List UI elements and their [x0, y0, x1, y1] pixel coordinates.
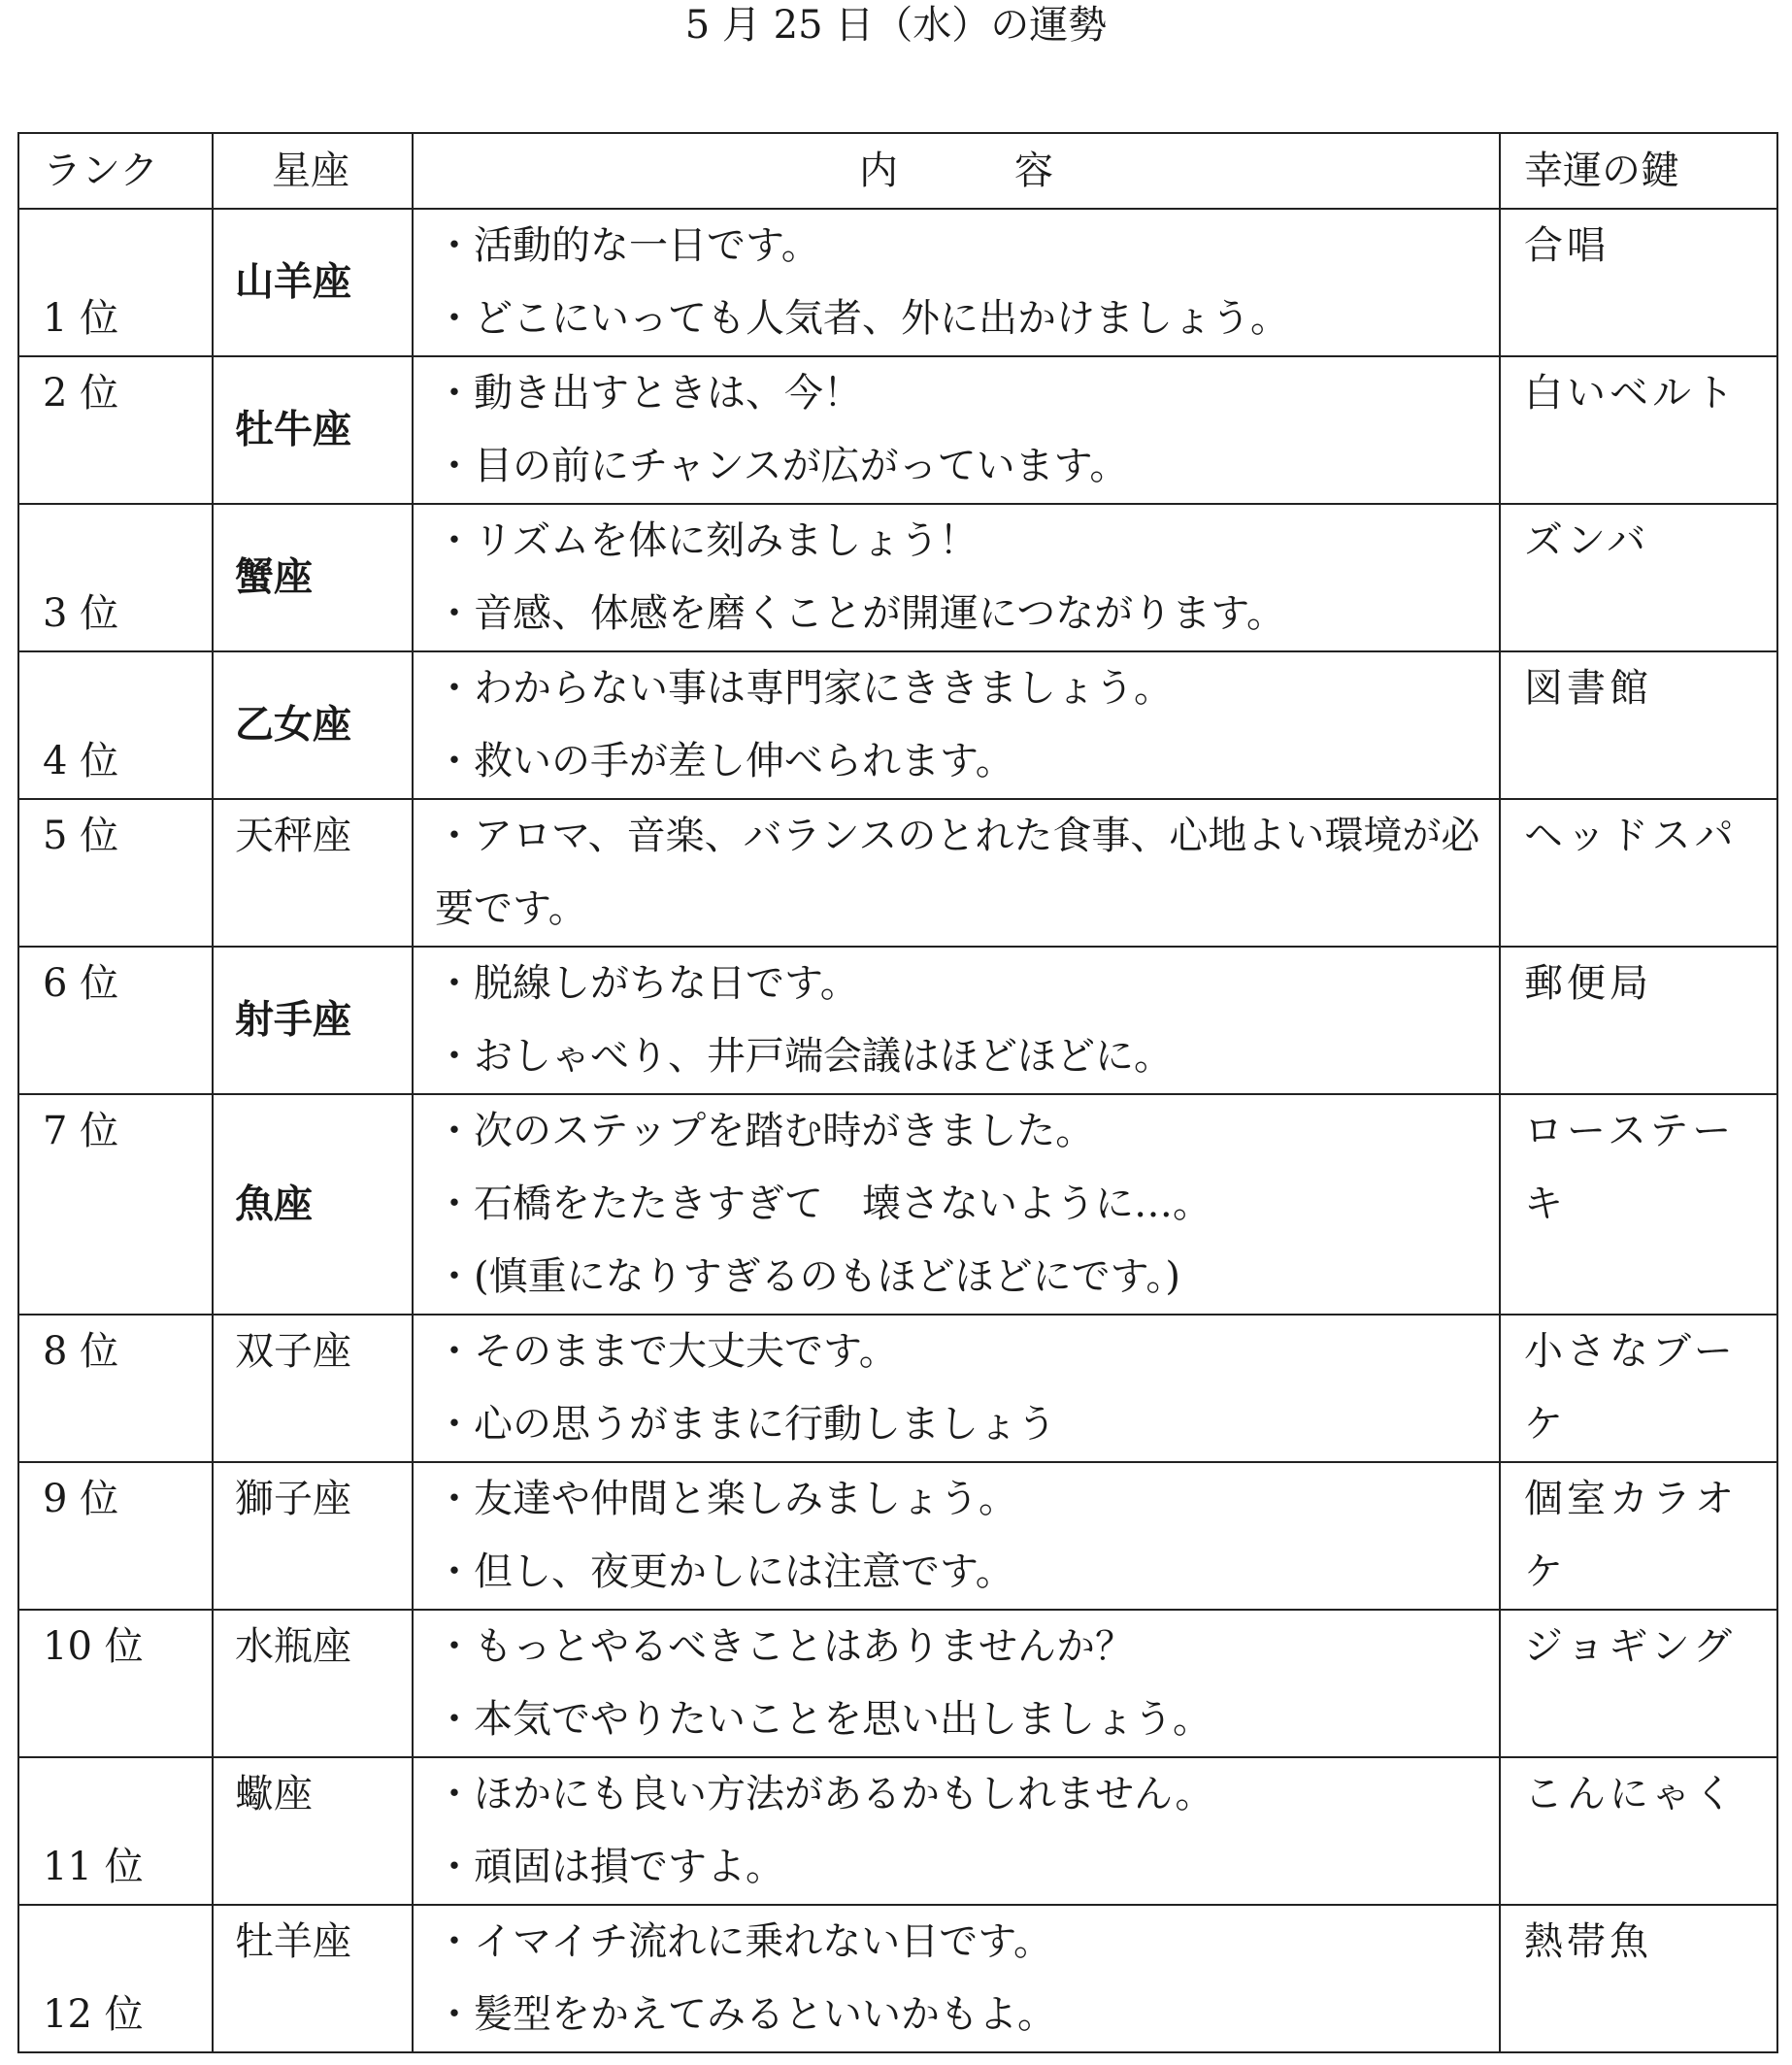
key-cell	[1500, 651, 1777, 799]
key-cell	[1500, 1462, 1777, 1610]
rank-cell	[18, 1315, 213, 1462]
content-line: ・髪型をかえてみるといいかもよ。	[435, 1992, 1056, 2037]
content-line: ・もっとやるべきことはありませんか？	[435, 1624, 1134, 1669]
content-line: ・わからない事は専門家にききましょう。	[435, 666, 1173, 711]
lucky-key: ローステーキ	[1524, 1109, 1736, 1226]
content-cell	[413, 1094, 1500, 1315]
sign-cell	[213, 947, 413, 1094]
content-line: ・アロマ、音楽、バランスのとれた食事、心地よい環境が必要です。	[435, 814, 1480, 931]
table-row	[18, 1462, 1777, 1610]
content-cell	[413, 799, 1500, 947]
rank-label: 1 位	[43, 296, 119, 341]
lucky-key: 図書館	[1524, 666, 1652, 711]
content-cell	[413, 504, 1500, 651]
key-cell	[1500, 947, 1777, 1094]
sign-cell	[213, 1757, 413, 1905]
content-line: ・イマイチ流れに乗れない日です。	[435, 1919, 1052, 1964]
sign-label: 射手座	[235, 997, 351, 1043]
key-cell	[1500, 356, 1777, 504]
header-lucky-key: 幸運の鍵	[1500, 133, 1777, 209]
content-line: ・但し、夜更かしには注意です。	[435, 1549, 1014, 1594]
table-row	[18, 1094, 1777, 1315]
content-cell	[413, 356, 1500, 504]
table-row	[18, 1315, 1777, 1462]
sign-label: 牡牛座	[235, 407, 351, 452]
lucky-key: ズンバ	[1524, 518, 1650, 563]
table-row	[18, 651, 1777, 799]
lucky-key: 小さなブーケ	[1524, 1329, 1737, 1447]
fortune-table	[17, 132, 1778, 2053]
content-line: ・本気でやりたいことを思い出しましょう。	[435, 1697, 1211, 1742]
content-line: ・活動的な一日です。	[435, 223, 820, 268]
sign-cell	[213, 1610, 413, 1757]
lucky-key: 熱帯魚	[1524, 1919, 1652, 1964]
lucky-key: ジョギング	[1524, 1624, 1736, 1669]
rank-cell	[18, 1757, 213, 1905]
key-cell	[1500, 504, 1777, 651]
content-line: ・どこにいっても人気者、外に出かけましょう。	[435, 296, 1289, 341]
rank-label: 5 位	[43, 814, 119, 858]
rank-cell	[18, 1905, 213, 2052]
rank-label: 12 位	[43, 1992, 144, 2037]
content-cell	[413, 1905, 1500, 2052]
sign-label: 魚座	[235, 1182, 313, 1226]
rank-label: 11 位	[43, 1845, 144, 1889]
content-cell	[413, 1757, 1500, 1905]
sign-label: 水瓶座	[235, 1624, 351, 1669]
rank-label: 2 位	[43, 371, 119, 416]
sign-cell	[213, 504, 413, 651]
key-cell	[1500, 1905, 1777, 2052]
sign-label: 獅子座	[235, 1477, 351, 1521]
table-row	[18, 356, 1777, 504]
content-line: ・そのままで大丈夫です。	[435, 1329, 898, 1374]
content-line: ・目の前にチャンスが広がっています。	[435, 444, 1129, 488]
sign-cell	[213, 799, 413, 947]
key-cell	[1500, 1757, 1777, 1905]
content-line: ・友達や仲間と楽しみましょう。	[435, 1477, 1017, 1521]
rank-label: 10 位	[43, 1624, 144, 1669]
content-line: ・脱線しがちな日です。	[435, 961, 859, 1006]
table-row	[18, 209, 1777, 356]
content-cell	[413, 209, 1500, 356]
header-content: 内 容	[413, 133, 1500, 209]
sign-label: 双子座	[235, 1329, 351, 1374]
content-line: ・次のステップを踏む時がきました。	[435, 1109, 1095, 1153]
sign-cell	[213, 356, 413, 504]
content-line: ・救いの手が差し伸べられます。	[435, 739, 1014, 783]
lucky-key: 郵便局	[1524, 961, 1652, 1006]
content-line: ・おしゃべり、井戸端会議はほどほどに。	[435, 1034, 1173, 1079]
table-row	[18, 1905, 1777, 2052]
content-line: ・音感、体感を磨くことが開運につながります。	[435, 591, 1285, 636]
table-row	[18, 799, 1777, 947]
rank-cell	[18, 356, 213, 504]
table-row	[18, 504, 1777, 651]
table-header-row	[18, 133, 1777, 209]
key-cell	[1500, 1315, 1777, 1462]
sign-cell	[213, 651, 413, 799]
rank-cell	[18, 947, 213, 1094]
sign-cell	[213, 1905, 413, 2052]
content-cell	[413, 651, 1500, 799]
lucky-key: ヘッドスパ	[1524, 814, 1738, 858]
rank-cell	[18, 504, 213, 651]
content-cell	[413, 1315, 1500, 1462]
content-line: ・リズムを体に刻みましょう！	[435, 518, 979, 563]
rank-cell	[18, 1094, 213, 1315]
key-cell	[1500, 1094, 1777, 1315]
rank-label: 7 位	[43, 1109, 119, 1153]
content-cell	[413, 1462, 1500, 1610]
table-row	[18, 947, 1777, 1094]
content-line: ・ほかにも良い方法があるかもしれません。	[435, 1772, 1214, 1816]
lucky-key: 個室カラオケ	[1524, 1477, 1738, 1594]
sign-label: 蠍座	[235, 1772, 313, 1816]
content-cell	[413, 1610, 1500, 1757]
content-line: ・(慎重になりすぎるのもほどほどにです。)	[435, 1254, 1181, 1299]
sign-cell	[213, 1315, 413, 1462]
rank-label: 6 位	[43, 961, 119, 1006]
lucky-key: 白いベルト	[1524, 371, 1738, 416]
key-cell	[1500, 1610, 1777, 1757]
rank-label: 4 位	[43, 739, 119, 783]
rank-label: 8 位	[43, 1329, 119, 1374]
content-line: ・心の思うがままに行動しましょう	[435, 1402, 1056, 1447]
rank-cell	[18, 1610, 213, 1757]
rank-label: 9 位	[43, 1477, 119, 1521]
sign-label: 蟹座	[235, 554, 313, 600]
header-rank: ランク	[18, 133, 213, 209]
sign-cell	[213, 209, 413, 356]
content-line: ・頑固は損ですよ。	[435, 1845, 784, 1889]
key-cell	[1500, 209, 1777, 356]
sign-label: 乙女座	[235, 702, 351, 748]
lucky-key: 合唱	[1524, 223, 1609, 268]
table-row	[18, 1610, 1777, 1757]
rank-cell	[18, 209, 213, 356]
rank-cell	[18, 651, 213, 799]
header-sign: 星座	[213, 133, 413, 209]
rank-cell	[18, 799, 213, 947]
sign-label: 天秤座	[235, 814, 351, 858]
sign-label: 山羊座	[235, 259, 351, 305]
sign-cell	[213, 1462, 413, 1610]
key-cell	[1500, 799, 1777, 947]
content-cell	[413, 947, 1500, 1094]
sign-cell	[213, 1094, 413, 1315]
table-row	[18, 1757, 1777, 1905]
content-line: ・石橋をたたきすぎて 壊さないように…。	[435, 1182, 1211, 1226]
rank-label: 3 位	[43, 591, 119, 636]
content-line: ・動き出すときは、今！	[435, 371, 862, 416]
lucky-key: こんにゃく	[1524, 1772, 1738, 1816]
page-title: 5 月 25 日（水）の運勢	[684, 3, 1108, 48]
sign-label: 牡羊座	[235, 1919, 351, 1964]
rank-cell	[18, 1462, 213, 1610]
